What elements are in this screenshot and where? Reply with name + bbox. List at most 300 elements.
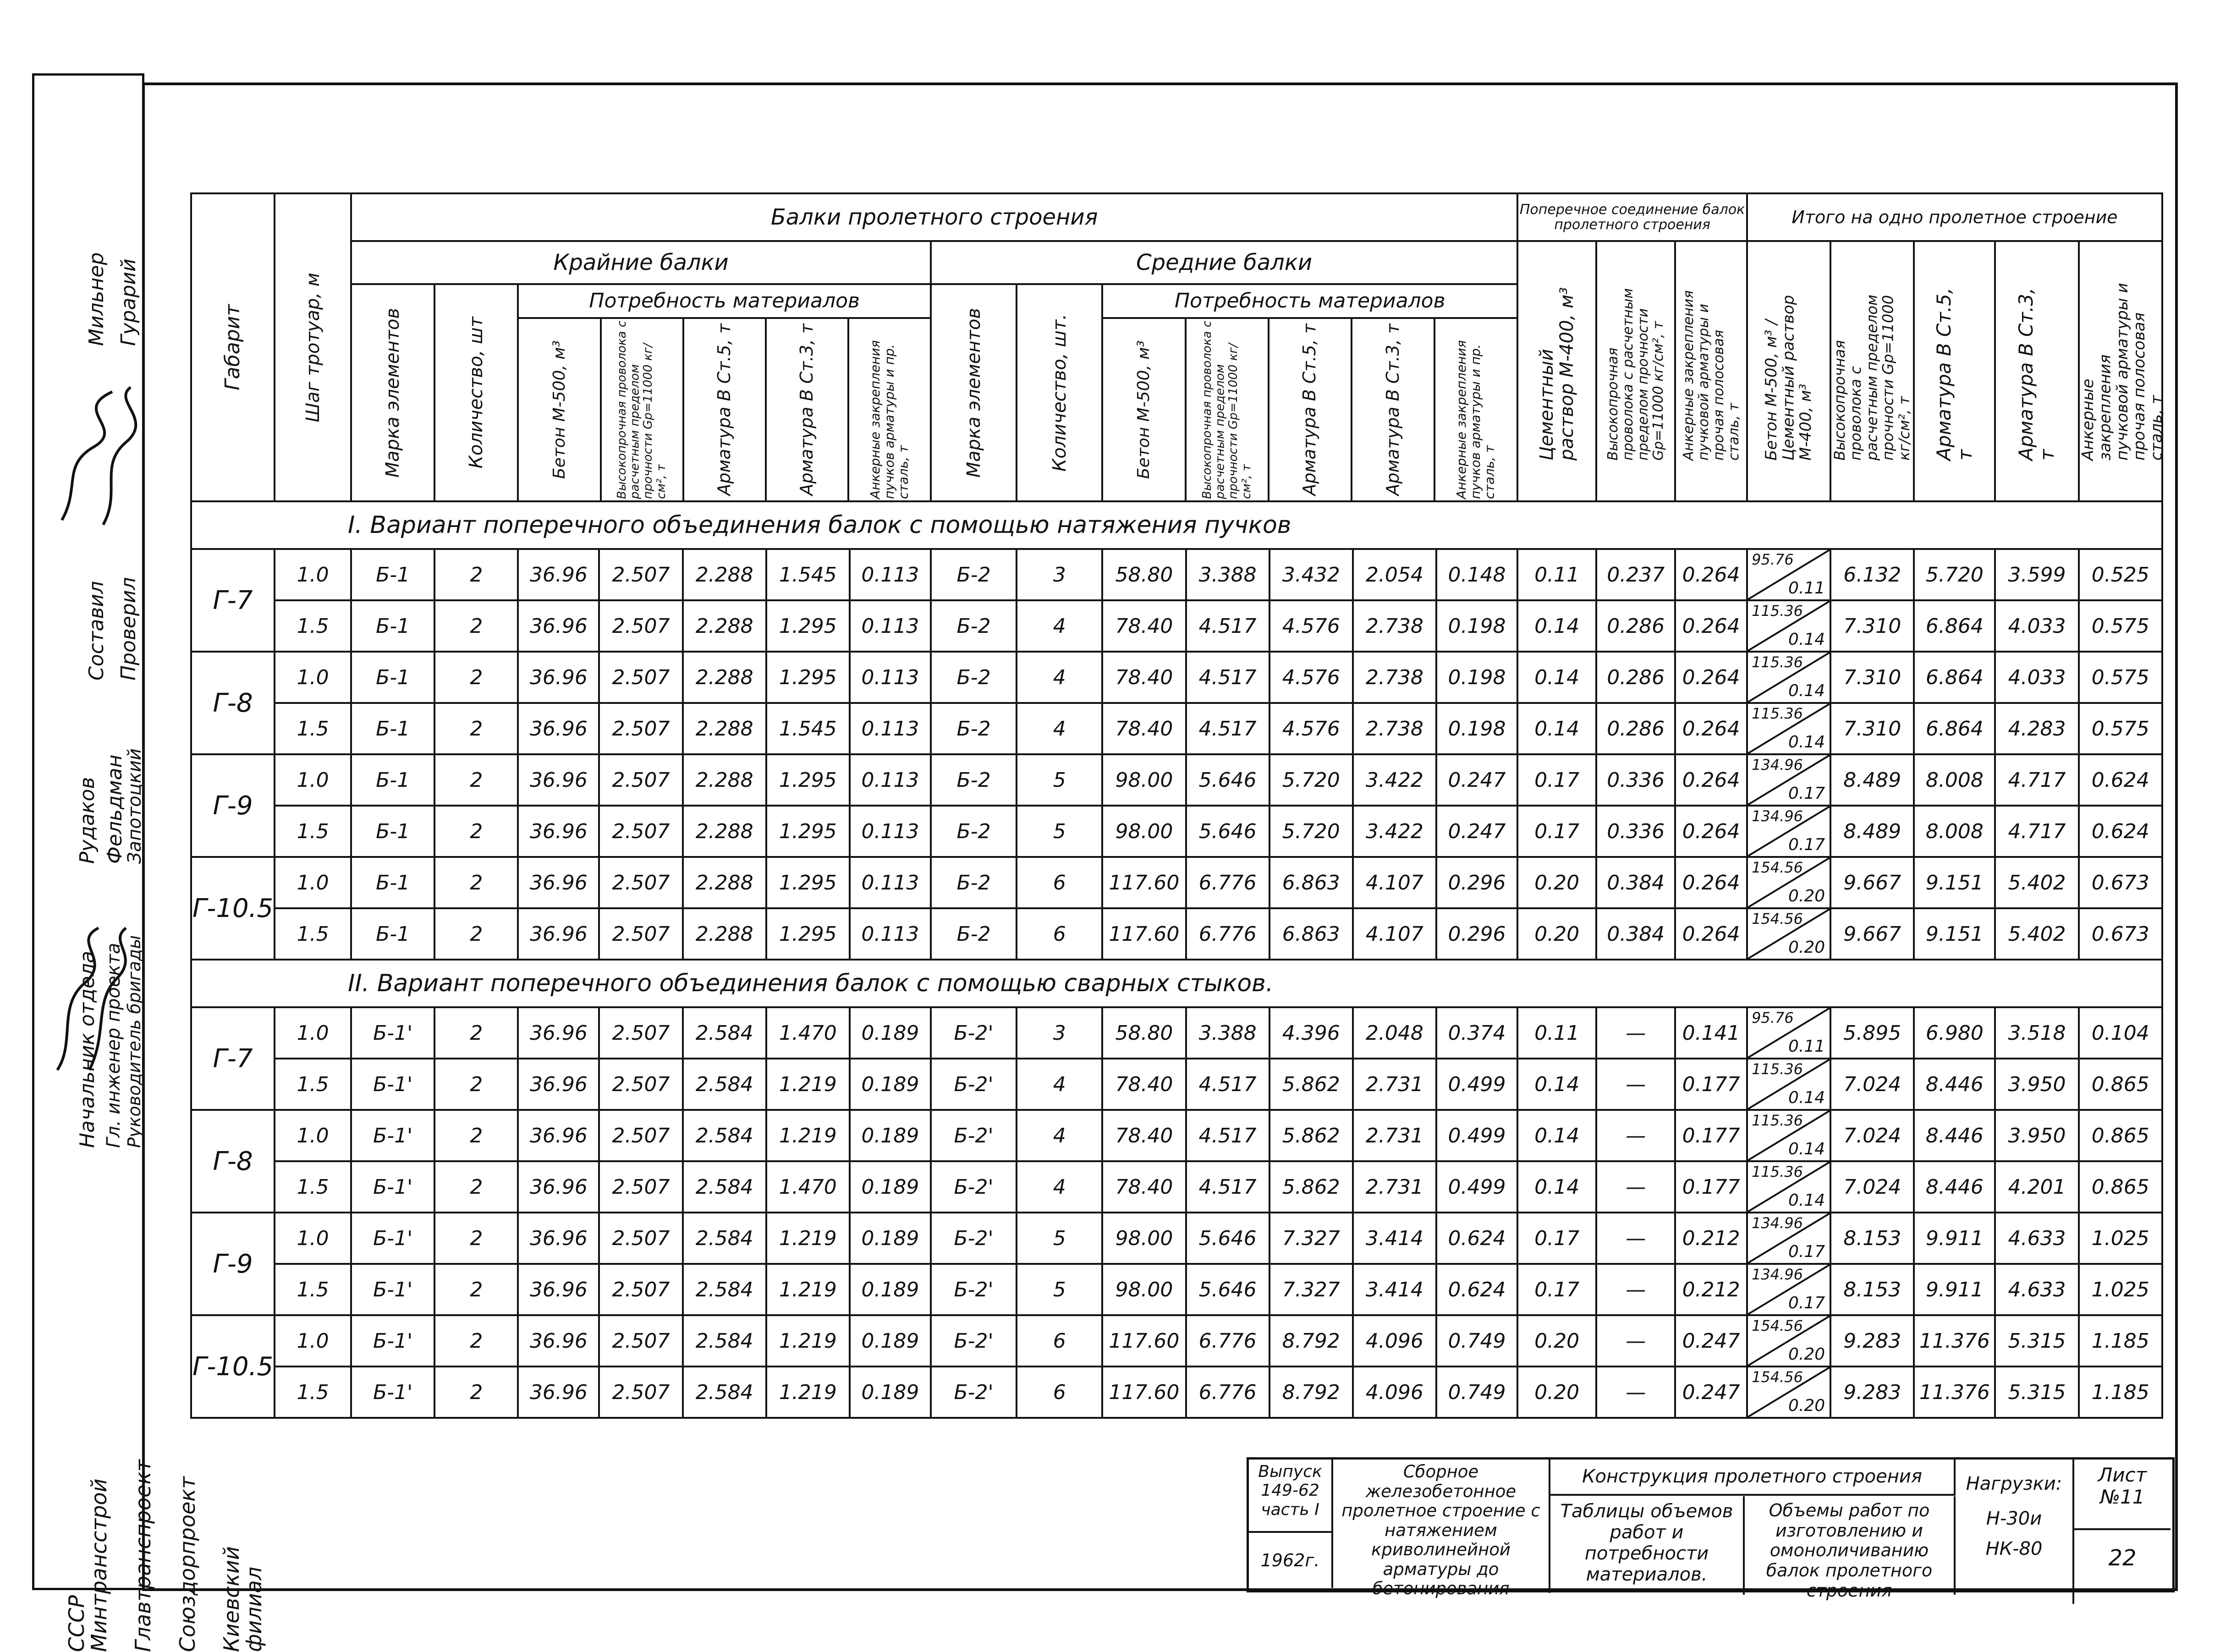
cell-w2: 4.517 xyxy=(1186,652,1269,703)
cell-t3: 5.315 xyxy=(1995,1315,2078,1367)
beton-total-value: 154.56 xyxy=(1752,859,1803,876)
table-row xyxy=(191,908,2162,960)
header-total: Итого на одно пролетное строение xyxy=(1747,193,2162,241)
beton-total-value: 154.56 xyxy=(1752,1368,1803,1386)
cell-m2: Б-2' xyxy=(931,1007,1017,1059)
cell-m2: Б-2 xyxy=(931,549,1017,600)
stamp-role: Начальник отдела xyxy=(76,950,99,1148)
cell-c: 0.17 xyxy=(1517,806,1596,857)
beton-total-value: 115.36 xyxy=(1752,1060,1803,1078)
org-line: СССР Минтрансстрой xyxy=(64,1478,111,1652)
cell-a5: 2.288 xyxy=(683,549,766,600)
cell-a52: 7.327 xyxy=(1269,1264,1353,1315)
cell-a5: 2.584 xyxy=(683,1161,766,1213)
cell-t4: 0.525 xyxy=(2079,549,2162,600)
stamp-role: Мильнер xyxy=(85,252,108,346)
cell-a32: 3.414 xyxy=(1353,1213,1436,1264)
cell-a52: 8.792 xyxy=(1269,1315,1353,1367)
cell-t2: 6.864 xyxy=(1914,652,1995,703)
stamp-role: Проверил xyxy=(117,577,140,681)
cell-cw: 0.237 xyxy=(1596,549,1675,600)
cell-m2: Б-2 xyxy=(931,652,1017,703)
table-row xyxy=(191,754,2162,806)
cell-q: 2 xyxy=(434,1110,518,1161)
col-wire-mid: Высокопрочная проволока с расчетным пределом прочности Gр=11000 кг/см², т xyxy=(1200,320,1253,499)
cell-beton-cement-total xyxy=(1747,806,1830,857)
cell-m2: Б-2 xyxy=(931,806,1017,857)
cell-beton-cement-total xyxy=(1747,1059,1830,1110)
cell-m2: Б-2' xyxy=(931,1110,1017,1161)
cell-t1: 6.132 xyxy=(1830,549,1914,600)
cell-ca: 0.212 xyxy=(1675,1264,1747,1315)
cell-w2: 6.776 xyxy=(1186,1315,1269,1367)
beton-total-value: 134.96 xyxy=(1752,756,1803,774)
cell-t3: 3.950 xyxy=(1995,1059,2078,1110)
cell-cw: — xyxy=(1596,1059,1675,1110)
cell-b2: 78.40 xyxy=(1102,703,1186,754)
cell-c: 0.17 xyxy=(1517,1213,1596,1264)
cell-m2: Б-2 xyxy=(931,754,1017,806)
cell-an2: 0.296 xyxy=(1436,908,1517,960)
cell-t3: 5.402 xyxy=(1995,908,2078,960)
cell-t3: 4.283 xyxy=(1995,703,2078,754)
table-row xyxy=(191,652,2162,703)
cell-w2: 4.517 xyxy=(1186,703,1269,754)
cell-c: 0.17 xyxy=(1517,754,1596,806)
cell-b2: 98.00 xyxy=(1102,1264,1186,1315)
cell-w2: 4.517 xyxy=(1186,1110,1269,1161)
cell-m2: Б-2' xyxy=(931,1161,1017,1213)
cell-a5: 2.584 xyxy=(683,1059,766,1110)
col-arm3-edge: Арматура В Ст.3, т xyxy=(796,324,817,496)
cell-a52: 5.862 xyxy=(1269,1110,1353,1161)
cell-b: 36.96 xyxy=(518,1110,599,1161)
cell-b: 36.96 xyxy=(518,754,599,806)
cell-t1: 7.024 xyxy=(1830,1110,1914,1161)
variant-1-title: I. Вариант поперечного объединения балок с помощью натяжения пучков xyxy=(191,501,2162,549)
cell-an2: 0.247 xyxy=(1436,806,1517,857)
cell-a52: 8.792 xyxy=(1269,1367,1353,1418)
cell-w2: 4.517 xyxy=(1186,600,1269,652)
beton-total-value: 95.76 xyxy=(1752,551,1794,568)
cell-an2: 0.499 xyxy=(1436,1161,1517,1213)
cell-b: 36.96 xyxy=(518,857,599,908)
cell-t3: 4.201 xyxy=(1995,1161,2078,1213)
cell-q2: 6 xyxy=(1017,1367,1102,1418)
cell-q2: 3 xyxy=(1017,549,1102,600)
cement-total-value: 0.17 xyxy=(1788,1294,1825,1312)
cell-w: 2.507 xyxy=(599,806,682,857)
cell-w: 2.507 xyxy=(599,549,682,600)
cell-m: Б-1 xyxy=(351,908,434,960)
cell-b: 36.96 xyxy=(518,908,599,960)
cell-a52: 6.863 xyxy=(1269,908,1353,960)
cell-q: 2 xyxy=(434,806,518,857)
cell-w2: 5.646 xyxy=(1186,806,1269,857)
cell-an: 0.189 xyxy=(850,1161,931,1213)
step-cell: 1.5 xyxy=(275,600,351,652)
step-cell: 1.5 xyxy=(275,1161,351,1213)
cement-total-value: 0.11 xyxy=(1788,1037,1825,1056)
signature xyxy=(44,914,135,1088)
col-anchor-mid: Анкерные закрепления пучков арматуры и пр. сталь, т xyxy=(1454,340,1497,499)
cell-b2: 78.40 xyxy=(1102,1059,1186,1110)
table-row xyxy=(191,1007,2162,1059)
cell-a3: 1.219 xyxy=(766,1110,850,1161)
cell-ca: 0.264 xyxy=(1675,754,1747,806)
cell-c: 0.11 xyxy=(1517,1007,1596,1059)
cell-a32: 2.738 xyxy=(1353,652,1436,703)
cell-w2: 3.388 xyxy=(1186,549,1269,600)
cell-m: Б-1 xyxy=(351,857,434,908)
cell-q2: 4 xyxy=(1017,1110,1102,1161)
cell-ca: 0.264 xyxy=(1675,652,1747,703)
cement-total-value: 0.14 xyxy=(1788,733,1825,752)
step-cell: 1.0 xyxy=(275,1007,351,1059)
cell-a3: 1.219 xyxy=(766,1213,850,1264)
loads-label: Нагрузки: xyxy=(1966,1473,2062,1494)
cell-t3: 3.950 xyxy=(1995,1110,2078,1161)
cell-an2: 0.749 xyxy=(1436,1315,1517,1367)
cell-q: 2 xyxy=(434,908,518,960)
step-cell: 1.5 xyxy=(275,806,351,857)
cell-b: 36.96 xyxy=(518,1059,599,1110)
cell-a32: 3.422 xyxy=(1353,754,1436,806)
cell-t1: 7.310 xyxy=(1830,652,1914,703)
cell-w2: 5.646 xyxy=(1186,1264,1269,1315)
cell-a32: 2.048 xyxy=(1353,1007,1436,1059)
col-anchor-cross: Анкерные закрепления пучковой арматуры и прочая полосовая сталь, т xyxy=(1675,241,1747,501)
cell-t1: 9.283 xyxy=(1830,1315,1914,1367)
cell-b: 36.96 xyxy=(518,1264,599,1315)
cell-m: Б-1' xyxy=(351,1110,434,1161)
col-arm5-total: Арматура В Ст.5, т xyxy=(1914,241,1995,501)
cell-t3: 4.633 xyxy=(1995,1264,2078,1315)
cell-w: 2.507 xyxy=(599,1315,682,1367)
cell-an: 0.113 xyxy=(850,806,931,857)
cell-m: Б-1' xyxy=(351,1264,434,1315)
beton-total-value: 134.96 xyxy=(1752,807,1803,825)
cell-w: 2.507 xyxy=(599,600,682,652)
cell-t1: 8.153 xyxy=(1830,1213,1914,1264)
cell-q2: 6 xyxy=(1017,908,1102,960)
cell-t4: 0.624 xyxy=(2079,754,2162,806)
col-beton-total: Бетон М-500, м³ / Цементный раствор М-400, м³ xyxy=(1747,241,1830,501)
beton-total-value: 95.76 xyxy=(1752,1009,1794,1026)
cell-a52: 4.576 xyxy=(1269,652,1353,703)
cell-an: 0.113 xyxy=(850,652,931,703)
cell-ca: 0.177 xyxy=(1675,1059,1747,1110)
cell-b2: 78.40 xyxy=(1102,652,1186,703)
gabarit-cell: Г-7 xyxy=(191,549,275,652)
cell-b2: 98.00 xyxy=(1102,754,1186,806)
cell-t4: 0.575 xyxy=(2079,600,2162,652)
cell-a52: 5.862 xyxy=(1269,1059,1353,1110)
table-row xyxy=(191,1367,2162,1418)
cell-cw: 0.384 xyxy=(1596,857,1675,908)
cell-a5: 2.584 xyxy=(683,1367,766,1418)
cement-total-value: 0.14 xyxy=(1788,1140,1825,1158)
cell-b2: 98.00 xyxy=(1102,1213,1186,1264)
cement-total-value: 0.17 xyxy=(1788,1242,1825,1261)
cell-t1: 8.153 xyxy=(1830,1264,1914,1315)
cell-t4: 0.624 xyxy=(2079,806,2162,857)
cell-t2: 11.376 xyxy=(1914,1367,1995,1418)
cell-cw: — xyxy=(1596,1161,1675,1213)
section-title: Конструкция пролетного строения xyxy=(1550,1460,1956,1496)
cell-w: 2.507 xyxy=(599,1213,682,1264)
cell-q: 2 xyxy=(434,754,518,806)
cell-t4: 0.575 xyxy=(2079,703,2162,754)
step-cell: 1.0 xyxy=(275,857,351,908)
cell-q2: 5 xyxy=(1017,754,1102,806)
col-gabarit: Габарит xyxy=(191,193,275,501)
cell-beton-cement-total xyxy=(1747,1264,1830,1315)
cell-t4: 1.025 xyxy=(2079,1264,2162,1315)
col-step: Шаг тротуар, м xyxy=(275,193,351,501)
cell-w: 2.507 xyxy=(599,1367,682,1418)
tables-title: Таблицы объемов работ и потребности материалов. xyxy=(1550,1496,1745,1595)
cell-m: Б-1 xyxy=(351,652,434,703)
cell-a3: 1.545 xyxy=(766,549,850,600)
cell-ca: 0.264 xyxy=(1675,806,1747,857)
cell-b2: 117.60 xyxy=(1102,1367,1186,1418)
cell-ca: 0.247 xyxy=(1675,1315,1747,1367)
cell-q: 2 xyxy=(434,1264,518,1315)
cell-an2: 0.198 xyxy=(1436,600,1517,652)
col-cement: Цементный раствор М-400, м³ xyxy=(1517,241,1596,501)
step-cell: 1.0 xyxy=(275,1110,351,1161)
cell-c: 0.20 xyxy=(1517,857,1596,908)
cell-cw: — xyxy=(1596,1315,1675,1367)
cell-t1: 7.310 xyxy=(1830,703,1914,754)
header-need-mid xyxy=(1102,284,1517,501)
cell-t4: 0.865 xyxy=(2079,1059,2162,1110)
cell-q: 2 xyxy=(434,1367,518,1418)
col-qty-mid: Количество, шт. xyxy=(1017,284,1102,501)
cell-q: 2 xyxy=(434,600,518,652)
cell-a3: 1.219 xyxy=(766,1264,850,1315)
variant-2-title: II. Вариант поперечного объединения балок с помощью сварных стыков. xyxy=(191,960,2162,1007)
cell-a3: 1.219 xyxy=(766,1315,850,1367)
cell-q2: 6 xyxy=(1017,1315,1102,1367)
cell-m: Б-1 xyxy=(351,754,434,806)
cell-a52: 5.720 xyxy=(1269,754,1353,806)
cell-a3: 1.470 xyxy=(766,1161,850,1213)
header-main: Балки пролетного строения xyxy=(351,193,1517,241)
cell-b: 36.96 xyxy=(518,652,599,703)
cell-m2: Б-2' xyxy=(931,1213,1017,1264)
cell-t1: 8.489 xyxy=(1830,806,1914,857)
cell-an2: 0.374 xyxy=(1436,1007,1517,1059)
cell-t3: 3.599 xyxy=(1995,549,2078,600)
cell-ca: 0.264 xyxy=(1675,703,1747,754)
cell-ca: 0.264 xyxy=(1675,549,1747,600)
cell-b2: 58.80 xyxy=(1102,549,1186,600)
col-beton-edge: Бетон М-500, м³ xyxy=(550,340,569,479)
load-value: НК-80 xyxy=(1985,1538,2043,1559)
cell-beton-cement-total xyxy=(1747,1213,1830,1264)
cell-c: 0.20 xyxy=(1517,1315,1596,1367)
cell-t2: 11.376 xyxy=(1914,1315,1995,1367)
table-row xyxy=(191,600,2162,652)
cell-a32: 2.738 xyxy=(1353,600,1436,652)
cell-beton-cement-total xyxy=(1747,857,1830,908)
cell-b2: 117.60 xyxy=(1102,908,1186,960)
cell-t4: 1.185 xyxy=(2079,1315,2162,1367)
cell-a5: 2.288 xyxy=(683,600,766,652)
cell-an2: 0.247 xyxy=(1436,754,1517,806)
gabarit-cell: Г-8 xyxy=(191,1110,275,1213)
cell-w2: 6.776 xyxy=(1186,1367,1269,1418)
cell-an: 0.189 xyxy=(850,1007,931,1059)
cell-b: 36.96 xyxy=(518,1161,599,1213)
col-wire-edge: Высокопрочная проволока с расчетным пределом прочности Gр=11000 кг/см², т xyxy=(615,320,669,499)
cell-w: 2.507 xyxy=(599,703,682,754)
cell-m: Б-1 xyxy=(351,549,434,600)
beton-total-value: 154.56 xyxy=(1752,910,1803,928)
table-row xyxy=(191,549,2162,600)
cell-b2: 117.60 xyxy=(1102,857,1186,908)
cell-b: 36.96 xyxy=(518,1007,599,1059)
cell-an2: 0.198 xyxy=(1436,703,1517,754)
cell-cw: — xyxy=(1596,1264,1675,1315)
stamp-role: Составил xyxy=(85,581,108,681)
cell-an2: 0.624 xyxy=(1436,1213,1517,1264)
step-cell: 1.0 xyxy=(275,549,351,600)
cell-m: Б-1' xyxy=(351,1059,434,1110)
cell-m2: Б-2 xyxy=(931,703,1017,754)
cell-q2: 6 xyxy=(1017,857,1102,908)
cell-t1: 7.310 xyxy=(1830,600,1914,652)
cell-cw: 0.286 xyxy=(1596,703,1675,754)
beton-total-value: 115.36 xyxy=(1752,705,1803,722)
beton-total-value: 154.56 xyxy=(1752,1317,1803,1334)
gabarit-cell: Г-9 xyxy=(191,754,275,857)
cell-an: 0.113 xyxy=(850,549,931,600)
stamp-role: Гл. инженер проекта xyxy=(103,943,124,1148)
cell-m2: Б-2 xyxy=(931,600,1017,652)
cell-beton-cement-total xyxy=(1747,652,1830,703)
cell-ca: 0.177 xyxy=(1675,1161,1747,1213)
cell-m2: Б-2' xyxy=(931,1367,1017,1418)
cement-total-value: 0.20 xyxy=(1788,887,1825,906)
cell-b2: 78.40 xyxy=(1102,600,1186,652)
cell-cw: — xyxy=(1596,1367,1675,1418)
cell-q: 2 xyxy=(434,1059,518,1110)
table-row xyxy=(191,1315,2162,1367)
cell-m: Б-1 xyxy=(351,600,434,652)
cell-beton-cement-total xyxy=(1747,1315,1830,1367)
step-cell: 1.5 xyxy=(275,703,351,754)
table-row xyxy=(191,857,2162,908)
gabarit-cell: Г-8 xyxy=(191,652,275,754)
cell-an: 0.189 xyxy=(850,1367,931,1418)
cell-t4: 0.865 xyxy=(2079,1161,2162,1213)
cell-an: 0.113 xyxy=(850,908,931,960)
cell-t3: 4.717 xyxy=(1995,754,2078,806)
step-cell: 1.0 xyxy=(275,652,351,703)
cell-w: 2.507 xyxy=(599,1007,682,1059)
load-value: Н-30и xyxy=(1986,1508,2042,1529)
gabarit-cell: Г-7 xyxy=(191,1007,275,1110)
cell-a52: 4.576 xyxy=(1269,703,1353,754)
cell-a3: 1.295 xyxy=(766,806,850,857)
col-anchor-edge: Анкерные закрепления пучков арматуры и пр. сталь, т xyxy=(867,340,911,499)
cell-t4: 0.575 xyxy=(2079,652,2162,703)
col-anchor-total: Анкерные закрепления пучковой арматуры и прочая полосовая сталь, т xyxy=(2079,241,2162,501)
cell-cw: — xyxy=(1596,1213,1675,1264)
cell-w2: 3.388 xyxy=(1186,1007,1269,1059)
cell-q2: 4 xyxy=(1017,600,1102,652)
cell-q2: 4 xyxy=(1017,1059,1102,1110)
cell-a5: 2.288 xyxy=(683,857,766,908)
table-row xyxy=(191,1213,2162,1264)
cell-m2: Б-2' xyxy=(931,1264,1017,1315)
cell-a5: 2.584 xyxy=(683,1315,766,1367)
cell-a32: 2.738 xyxy=(1353,703,1436,754)
cell-a32: 2.054 xyxy=(1353,549,1436,600)
cell-w2: 4.517 xyxy=(1186,1161,1269,1213)
cell-w: 2.507 xyxy=(599,857,682,908)
cell-t2: 8.008 xyxy=(1914,754,1995,806)
cell-t2: 8.446 xyxy=(1914,1161,1995,1213)
cell-t2: 6.980 xyxy=(1914,1007,1995,1059)
cement-total-value: 0.14 xyxy=(1788,1088,1825,1107)
cell-an2: 0.296 xyxy=(1436,857,1517,908)
cell-w2: 6.776 xyxy=(1186,908,1269,960)
header-mid-beams: Средние балки xyxy=(931,241,1517,284)
cell-t3: 4.033 xyxy=(1995,652,2078,703)
need-label: Потребность материалов xyxy=(1103,285,1517,319)
cell-m: Б-1' xyxy=(351,1007,434,1059)
volumes-title: Объемы работ по изготовлению и омоноличиванию балок пролетного строения xyxy=(1745,1496,1956,1595)
gabarit-cell: Г-10.5 xyxy=(191,1315,275,1418)
cell-m2: Б-2 xyxy=(931,908,1017,960)
cell-c: 0.20 xyxy=(1517,908,1596,960)
cell-t4: 0.673 xyxy=(2079,908,2162,960)
table-row xyxy=(191,703,2162,754)
col-arm3-mid: Арматура В Ст.3, т xyxy=(1382,324,1403,496)
cell-t4: 1.025 xyxy=(2079,1213,2162,1264)
cell-a52: 6.863 xyxy=(1269,857,1353,908)
cell-b2: 98.00 xyxy=(1102,806,1186,857)
beton-total-value: 115.36 xyxy=(1752,653,1803,671)
cell-a3: 1.219 xyxy=(766,1059,850,1110)
cell-w2: 6.776 xyxy=(1186,857,1269,908)
cell-a52: 5.862 xyxy=(1269,1161,1353,1213)
signature xyxy=(44,373,135,548)
cell-ca: 0.177 xyxy=(1675,1110,1747,1161)
beton-total-value: 115.36 xyxy=(1752,1112,1803,1129)
cell-t3: 3.518 xyxy=(1995,1007,2078,1059)
description: Сборное железобетонное пролетное строение с натяжением криволинейной арматуры до бетонирования xyxy=(1333,1460,1550,1593)
cell-a32: 4.107 xyxy=(1353,857,1436,908)
cell-a3: 1.295 xyxy=(766,652,850,703)
col-wire-total: Высокопрочная проволока с расчетным пределом прочности Gр=11000 кг/см², т xyxy=(1830,241,1914,501)
cell-b2: 78.40 xyxy=(1102,1110,1186,1161)
loads xyxy=(1956,1460,2074,1604)
sheet-label: Лист №11 xyxy=(2074,1460,2171,1530)
org-line: Главтранспроект xyxy=(131,1459,156,1652)
cell-t4: 1.185 xyxy=(2079,1367,2162,1418)
cell-a5: 2.288 xyxy=(683,806,766,857)
gabarit-cell: Г-9 xyxy=(191,1213,275,1315)
cell-m: Б-1' xyxy=(351,1213,434,1264)
cell-a32: 3.422 xyxy=(1353,806,1436,857)
cell-t3: 4.633 xyxy=(1995,1213,2078,1264)
cell-m: Б-1 xyxy=(351,703,434,754)
